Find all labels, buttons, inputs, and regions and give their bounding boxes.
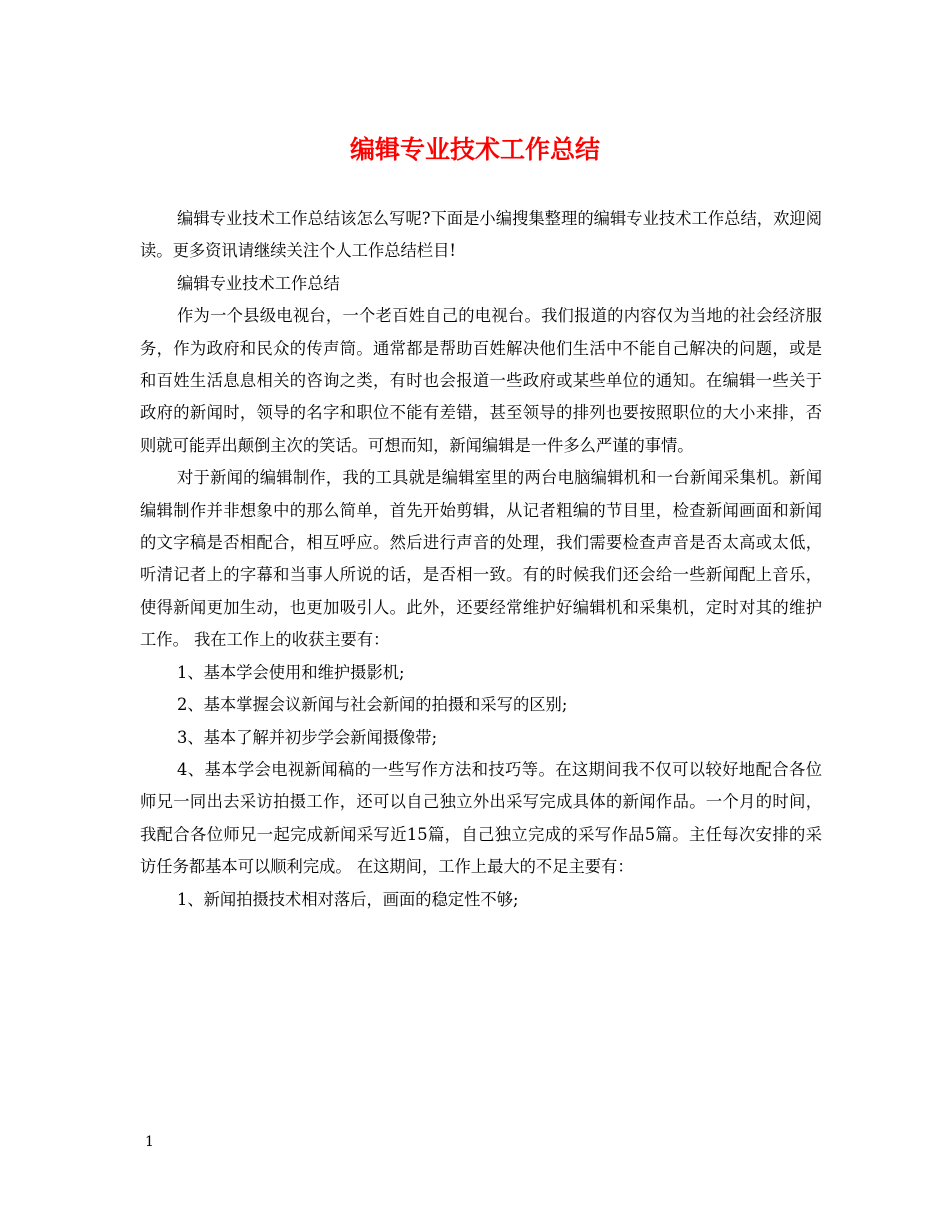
intro-paragraph: 编辑专业技术工作总结该怎么写呢?下面是小编搜集整理的编辑专业技术工作总结，欢迎阅读。更多资讯请继续关注个人工作总结栏目! [140, 209, 822, 261]
page-number: 1 [145, 1134, 154, 1150]
body-paragraph: 对于新闻的编辑制作，我的工具就是编辑室里的两台电脑编辑机和一台新闻采集机。新闻编辑制作并非想象中的那么简单，首先开始剪辑，从记者粗编的节目里，检查新闻画面和新闻的文字稿是否相配合，相互呼应。然后进行声音的处理，我们需要检查声音是否太高或太低，听清记者上的字幕和当事人所说的话，是否相一致。有的时候我们还会给一些新闻配上音乐，使得新闻更加生动，也更加吸引人。此外，还要经常维护好编辑机和采集机，定时对其的维护工作。 我在工作上的收获主要有： [140, 468, 822, 650]
list-item: 1、基本学会使用和维护摄影机; [177, 662, 405, 682]
list-item: 1、新闻拍摄技术相对落后，画面的稳定性不够; [177, 889, 519, 909]
list-item: 4、基本学会电视新闻稿的一些写作方法和技巧等。在这期间我不仅可以较好地配合各位师兄一同出去采访拍摄工作，还可以自己独立外出采写完成具体的新闻作品。一个月的时间，我配合各位师兄一起完成新闻采写近15篇，自己独立完成的采写作品5篇。主任每次安排的采访任务都基本可以顺利完成。 在这期间，工作上最大的不足主要有： [140, 759, 822, 877]
document-title: 编辑专业技术工作总结 [349, 135, 600, 164]
document-body [140, 203, 822, 916]
subtitle-paragraph: 编辑专业技术工作总结 [177, 273, 340, 293]
list-item: 2、基本掌握会议新闻与社会新闻的拍摄和采写的区别; [177, 695, 568, 715]
body-paragraph: 作为一个县级电视台，一个老百姓自己的电视台。我们报道的内容仅为当地的社会经济服务，作为政府和民众的传声筒。通常都是帮助百姓解决他们生活中不能自己解决的问题，或是和百姓生活息息相关的咨询之类，有时也会报道一些政府或某些单位的通知。在编辑一些关于政府的新闻时，领导的名字和职位不能有差错，甚至领导的排列也要按照职位的大小来排，否则就可能弄出颠倒主次的笑话。可想而知，新闻编辑是一件多么严谨的事情。 [140, 306, 822, 455]
list-item: 3、基本了解并初步学会新闻摄像带; [177, 727, 438, 747]
